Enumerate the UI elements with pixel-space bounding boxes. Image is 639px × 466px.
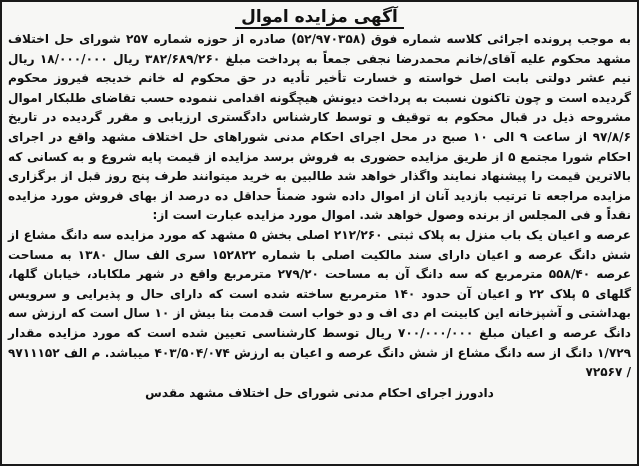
title-wrap: [8, 4, 631, 30]
notice-signature: دادورز اجرای احکام مدنی شورای حل اختلاف مشهد مقدس: [145, 385, 494, 400]
notice-paragraph-1: به موجب پرونده اجرائی کلاسه شماره فوق (۵۲/۹۷۰۳۵۸) صادره از حوزه شماره ۲۵۷ شورای حل اختلاف مشهد محکوم علیه آقای/خانم محمدرضا نجفی جمعاً به پرداخت مبلغ ۳۸۲/۶۸۹/۲۶۰ ریال ۱۸/۰۰۰/۰۰۰ ریال نیم عشر دولتی بابت اصل خواسته و خسارت تأخیر تأدیه در حق محکوم له خانم خدیجه فیروز محکوم گردیده است و چون تاکنون نسبت به پرداخت دیونش هیچگونه اقدامی ننموده حسب تقاضای طلبکار اموال مشروحه ذیل در قبال محکوم به توقیف و توسط کارشناس دادگستری ارزیابی و مقرر گردیده در تاریخ ۹۷/۸/۶ از ساعت ۹ الی ۱۰ صبح در محل اجرای احکام مدنی شوراهای حل اختلاف مشهد واقع در اجرای احکام شورا مجتمع ۵ از طریق مزایده حضوری به فروش برسد مزایده از قیمت پایه شروع و به کسانی که بالاترین قیمت را پیشنهاد نمایند واگذار خواهد شد طالبین به خرید میتوانند طرف پنج روز قبل از برگزاری مزایده مراجعه تا ترتیب بازدید آنان از اموال داده شود ضمناً حداقل ده درصد از بهای فروش مورد مزایده نقداً و فی المجلس از برنده وصول خواهد شد. اموال مورد مزایده عبارت است از:: [8, 32, 632, 223]
notice-title: آگهی مزایده اموال: [235, 7, 404, 29]
notice-paragraph-2: عرصه و اعیان یک باب منزل به پلاک ثبتی ۲۱۲/۲۶۰ اصلی بخش ۵ مشهد که مورد مزایده سه دانگ مشاع از شش دانگ عرصه و اعیان دارای سند مالکیت اصلی با شماره ۱۵۲۸۲۲ سری الف سال ۱۳۸۰ به مساحت عرصه ۵۵۸/۴۰ مترمربع که سه دانگ آن به مساحت ۲۷۹/۲۰ مترمربع واقع در شهر ملکاباد، خیابان گلها، گلهای ۵ پلاک ۲۲ و اعیان آن حدود ۱۴۰ مترمربع ساخته شده است که دارای حال و پذیرایی و سرویس بهداشتی و آشپزخانه این کابینت ام دی اف و دو خواب است قدمت بنا بیش از ۱۰ سال است که ارزش سه دانگ عرصه و اعیان مبلغ ۷۰۰/۰۰۰/۰۰۰ ریال توسط کارشناسی تعیین شده است که مورد مزایده مقدار ۱/۷۲۹ دانگ از سه دانگ مشاع از شش دانگ عرصه و اعیان به ارزش ۴۰۳/۵۰۴/۰۷۴ میباشد. م الف ۹۷۱۱۱۵۲ / ۷۲۵۶۷: [8, 227, 632, 380]
